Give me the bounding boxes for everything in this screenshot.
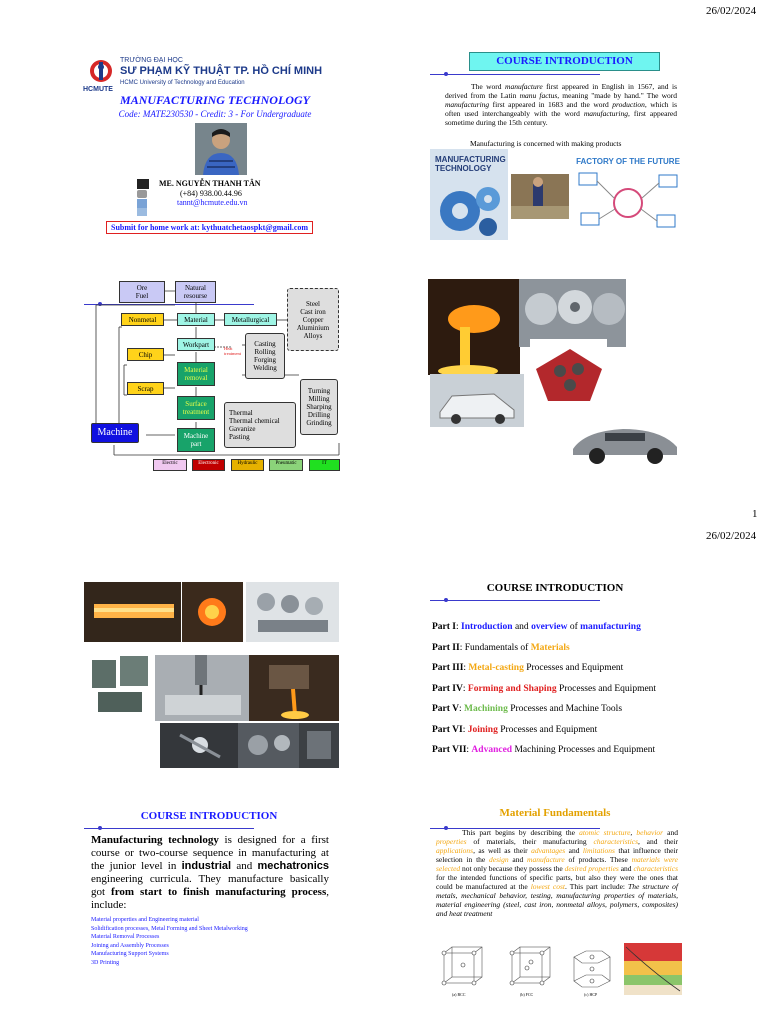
part-item: Part I: Introduction and overview of manufacturing — [432, 622, 641, 632]
car-assembly-photo — [430, 374, 524, 427]
caption-fcc: (b) FCC — [520, 992, 534, 997]
list-item: 3D Printing — [91, 959, 120, 966]
part-label: Part VI — [432, 724, 463, 735]
email-icon — [137, 199, 147, 208]
slide2-paragraph: The word manufacture first appeared in English in 1567, and is derived from the Latin manu factus, meaning "made by hand." The word manufacturing first appeared in 1683 and the word production, which is often used interchangeably with the word manufacturing, first appeared sometime during the 15th century. — [445, 82, 677, 127]
part-item: Part II: Fundamentals of Materials — [432, 642, 570, 653]
legend-hydraulic: Hydraulic — [231, 459, 264, 471]
slide2-title: COURSE INTRODUCTION — [469, 52, 660, 71]
scrap-box: Scrap — [127, 382, 164, 395]
mail-icon — [137, 208, 147, 216]
machine-part-box: Machine part — [177, 428, 215, 452]
legend-it: IT — [309, 459, 340, 471]
machine-box: Machine — [91, 423, 139, 443]
part-text: Processes and Equipment — [523, 663, 624, 673]
molten-metal-photo — [428, 279, 520, 375]
part-text: Machining Processes and Equipment — [512, 745, 656, 755]
lecturer-name: ME. NGUYỄN THANH TÂN — [159, 179, 261, 188]
divider — [430, 74, 600, 75]
course-title: MANUFACTURING TECHNOLOGY — [120, 93, 310, 107]
university-label: TRƯỜNG ĐẠI HỌC — [120, 57, 183, 64]
engine-block-photo — [530, 339, 607, 409]
part-text: manufacturing — [580, 622, 641, 632]
lecturer-photo — [195, 123, 247, 175]
list-item: Solidification processes, Metal Forming and Sheet Metalworking — [91, 925, 248, 932]
machining-list-box: Turning Milling Sharping Drilling Grinding — [300, 379, 338, 435]
intro-title: COURSE INTRODUCTION — [140, 810, 278, 822]
cnc-machining-photo — [155, 655, 251, 721]
part-text: of — [567, 622, 581, 632]
part-item: Part VI: Joining Processes and Equipment — [432, 724, 598, 735]
part-text: Processes and Machine Tools — [507, 704, 623, 714]
university-name: SƯ PHẠM KỸ THUẬT TP. HỒ CHÍ MINH — [120, 65, 323, 77]
person-icon — [137, 179, 149, 189]
part-label: Part III — [432, 663, 464, 673]
part-text: Machining — [464, 704, 508, 714]
chip-box: Chip — [127, 348, 164, 361]
forming-list-box: Casting Rolling Forging Welding — [245, 333, 285, 379]
engine-photo — [299, 723, 339, 768]
page-number: 1 — [752, 508, 758, 520]
logo-text: HCMUTE — [83, 86, 113, 93]
part-text: Advanced — [471, 745, 513, 755]
natural-resource-box: Natural resourse — [175, 281, 216, 303]
manufacturing-technology-image: MANUFACTURING TECHNOLOGY — [430, 149, 508, 240]
parts-title: COURSE INTRODUCTION — [486, 582, 624, 594]
material-box: Material — [177, 313, 215, 326]
divider-dot — [98, 826, 102, 830]
part-item: Part IV: Forming and Shaping Processes and Equipment — [432, 683, 657, 694]
caption-hcp: (c) HCP — [584, 992, 598, 997]
part-text: Metal-casting — [468, 663, 524, 673]
list-item: Manufacturing Support Systems — [91, 951, 169, 957]
university-english: HCMC University of Technology and Education — [120, 80, 245, 86]
metal-profiles-photo — [246, 582, 339, 642]
metals-list-box: Steel Cast iron Copper Aluminium Alloys — [287, 288, 339, 351]
lecturer-email[interactable]: tannt@hcmute.edu.vn — [177, 198, 248, 207]
part-text: Joining — [467, 724, 498, 735]
list-item: Material Removal Processes — [91, 934, 160, 940]
part-label: Part II — [432, 642, 460, 653]
furnace-photo — [182, 582, 243, 642]
factory-of-future-image: FACTORY OF THE FUTURE — [571, 153, 685, 242]
heat-treatment-label: Heat treatment — [224, 346, 241, 356]
surface-list-box: Thermal Thermal chemical Gavanize Pasting — [224, 402, 296, 448]
legend-electric: Electric — [153, 459, 187, 471]
part-label: Part IV — [432, 683, 463, 694]
divider-dot — [444, 72, 448, 76]
surface-treatment-box: Surface treatment — [177, 396, 215, 420]
electric-car-photo — [565, 409, 685, 471]
hcmute-logo — [84, 58, 118, 88]
steel-coils-photo — [519, 279, 626, 347]
material-title: Material Fundamentals — [499, 807, 611, 819]
part-label: Part V — [432, 704, 459, 714]
part-text: Fundamentals of — [464, 642, 531, 653]
date-mid: 26/02/2024 — [706, 530, 757, 542]
list-item: Joining and Assembly Processes — [91, 942, 169, 949]
part-item: Part VII: Advanced Machining Processes and Equipment — [432, 745, 656, 755]
metallurgical-box: Metallurgical — [224, 313, 277, 326]
part-text: and — [512, 622, 532, 632]
date-top: 26/02/2024 — [706, 5, 757, 17]
workpart-box: Workpart — [177, 338, 215, 351]
part-item: Part III: Metal-casting Processes and Equipment — [432, 663, 624, 673]
worker-image — [511, 174, 569, 219]
crystal-structures-figure — [434, 943, 684, 997]
intro-paragraph: Manufacturing technology is designed for a first course or two-course sequence in manufacturing at the junior level in industrial and mechatronics engineering curricula. They manufacture basically got from start to finish manufacturing process, include: — [91, 834, 329, 911]
welding-photo — [160, 723, 238, 768]
divider — [430, 600, 600, 601]
part-label: Part VII — [432, 745, 467, 755]
homework-notice: Submit for home work at: kythuatchetaospkt@gmail.com — [106, 221, 313, 234]
list-item: Material properties and Engineering material — [91, 917, 199, 923]
part-text: Processes and Equipment — [556, 683, 657, 694]
part-text: Materials — [530, 642, 570, 653]
part-item: Part V: Machining Processes and Machine Tools — [432, 704, 623, 714]
part-text: overview — [531, 622, 568, 632]
pouring-metal-photo — [249, 655, 339, 721]
ore-fuel-box: Ore Fuel — [119, 281, 165, 303]
intro-topics-list — [91, 916, 331, 967]
caption-bcc: (a) BCC — [452, 992, 466, 997]
cast-parts-photo — [84, 650, 156, 718]
part-text: Forming and Shaping — [467, 683, 557, 694]
material-paragraph: This part begins by describing the atomic structure, behavior and properties of materials, their manufacturing characteristics, and their applications, as well as their advantages and limitations that influence their selection in the design and manufacture of products. These materials were selected not only because they possess the desired properties and characteristics for the intended functions of specific parts, but also they were the ones that could be manufactured at the lowest cost. This part include: The structure of metals, mechanical behavior, testing, manufacturing properties of materials, material engineering (steel, cast iron, nonmetal alloys, polymers, composites) and heat treatment — [436, 828, 679, 918]
phone-icon — [137, 190, 147, 198]
divider-dot — [444, 598, 448, 602]
hot-rolling-photo — [84, 582, 181, 642]
lecturer-phone: (+84) 938.00.44.96 — [180, 189, 242, 198]
slide2-subline: Manufacturing is concerned with making products — [470, 139, 622, 148]
part-text: Processes and Equipment — [497, 724, 598, 735]
part-label: Part I — [432, 622, 457, 632]
parts-list — [432, 622, 732, 766]
nonmetal-box: Nonmetal — [121, 313, 164, 326]
course-code: Code: MATE230530 - Credit: 3 - For Undergraduate — [118, 109, 312, 119]
machine-tool-photo — [238, 723, 299, 768]
legend-electronic: Electronic — [192, 459, 225, 471]
divider — [84, 828, 254, 829]
legend-pneumatic: Pneumatic — [269, 459, 303, 471]
material-removal-box: Material removal — [177, 362, 215, 386]
part-text: Introduction — [461, 622, 513, 632]
